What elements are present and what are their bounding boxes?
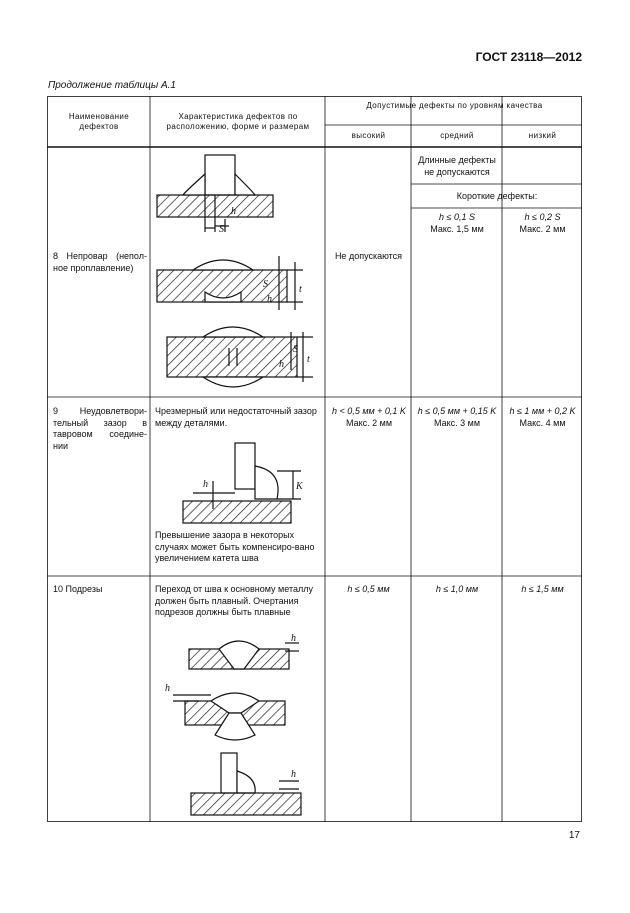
row8-name: 8 Непровар (непол-ное проплавление) bbox=[53, 251, 147, 273]
label-h6: h bbox=[165, 683, 170, 694]
undercut-figure bbox=[159, 631, 319, 821]
row8-low: h ≤ 0,2 S bbox=[524, 212, 561, 222]
row8-low-max: Макс. 2 мм bbox=[519, 224, 566, 234]
row9-low-max: Макс. 4 мм bbox=[519, 418, 566, 428]
row9-medium-max: Макс. 3 мм bbox=[433, 418, 481, 428]
row9-note: Превышение зазора в некоторых случаях может быть компенсиро-вано увеличением катета шва bbox=[155, 530, 315, 564]
row9-high-max: Макс. 2 мм bbox=[345, 418, 393, 428]
header-medium: средний bbox=[440, 131, 474, 140]
label-h1: h bbox=[231, 206, 236, 217]
row8-high: Не допускаются bbox=[334, 251, 403, 261]
standard-header: ГОСТ 23118—2012 bbox=[475, 50, 582, 64]
t-joint-gap-figure bbox=[173, 441, 313, 531]
row10-name: 10 Подрезы bbox=[53, 584, 103, 594]
label-t2: t bbox=[307, 354, 310, 365]
label-h3: h bbox=[279, 359, 284, 370]
label-S1: S bbox=[219, 224, 224, 235]
header-defect-name: Наименование дефектов bbox=[68, 112, 130, 132]
label-h7: h bbox=[291, 769, 296, 780]
label-h2: h bbox=[267, 294, 272, 305]
page-number: 17 bbox=[568, 830, 580, 841]
row8-long-defects: Длинные дефекты не допускаются bbox=[418, 155, 496, 177]
header-high: высокий bbox=[351, 131, 386, 140]
incomplete-penetration-figure bbox=[153, 152, 323, 392]
row10-medium: h ≤ 1,0 мм bbox=[435, 584, 479, 594]
table-continuation-caption: Продолжение таблицы А.1 bbox=[48, 80, 176, 91]
header-low: низкий bbox=[528, 131, 557, 140]
header-defect-characteristic: Характеристика дефектов по расположению, форме и размерам bbox=[166, 112, 310, 132]
row8-short-defects: Короткие дефекты: bbox=[456, 191, 538, 201]
label-S2: S bbox=[263, 279, 268, 290]
defects-table bbox=[47, 96, 582, 822]
row8-medium-max: Макс. 1,5 мм bbox=[430, 224, 484, 234]
row10-description: Переход от шва к основному металлу должен быть плавный. Очертания подрезов должны быть плавные bbox=[155, 584, 313, 618]
label-K: K bbox=[296, 481, 303, 492]
label-h4: h bbox=[203, 479, 208, 490]
header-quality-levels: Допустимые дефекты по уровням качества bbox=[366, 101, 543, 110]
row9-low: h ≤ 1 мм + 0,2 K bbox=[509, 406, 576, 416]
label-t1: t bbox=[299, 284, 302, 295]
row10-high: h ≤ 0,5 мм bbox=[347, 584, 390, 594]
row8-medium: h ≤ 0,1 S bbox=[439, 212, 475, 222]
row10-low: h ≤ 1,5 мм bbox=[521, 584, 564, 594]
row9-description: Чрезмерный или недостаточный зазор между деталями. bbox=[155, 406, 317, 428]
label-S3: S bbox=[293, 344, 298, 355]
row9-medium: h ≤ 0,5 мм + 0,15 K bbox=[417, 406, 497, 416]
label-h5: h bbox=[291, 633, 296, 644]
row9-high: h < 0,5 мм + 0,1 K bbox=[332, 406, 406, 416]
row9-name: 9 Неудовлетвори-тельный зазор в тавровом соедине-нии bbox=[53, 406, 147, 451]
